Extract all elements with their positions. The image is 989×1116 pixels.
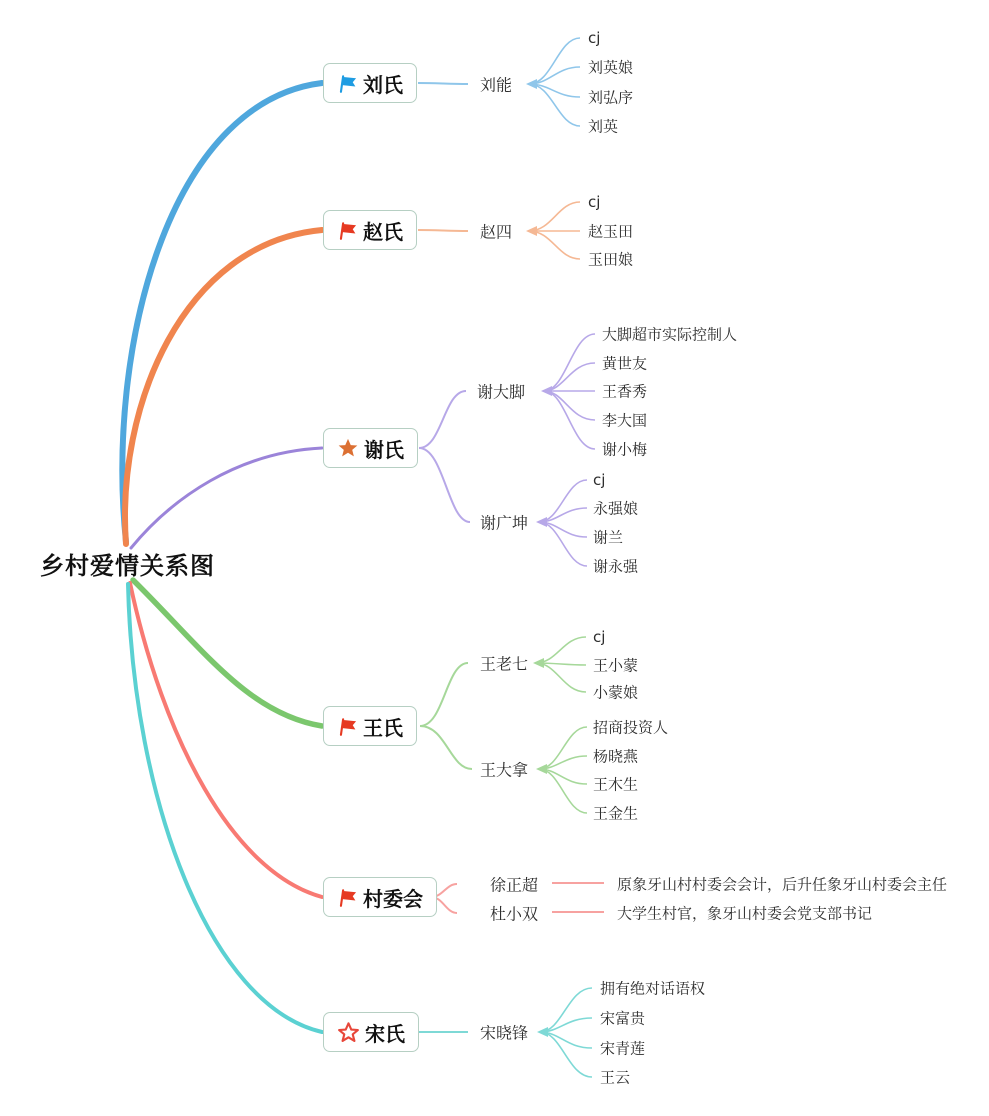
topic-label: 赵氏 — [363, 219, 403, 244]
branch-curve-xie — [131, 448, 322, 548]
branch-curve-zhao — [125, 230, 322, 544]
leaf-node[interactable]: 大脚超市实际控制人 — [602, 325, 738, 344]
leaf-node[interactable]: 永强娘 — [593, 499, 639, 518]
blue-flag-icon — [337, 73, 358, 94]
leaf-node[interactable]: 宋富贵 — [600, 1009, 646, 1028]
node-xuzhengchao[interactable]: 徐正超 — [490, 875, 539, 895]
leaf-node[interactable]: 王云 — [600, 1068, 631, 1087]
topic-label: 王氏 — [363, 715, 403, 740]
leaf-node[interactable]: 刘弘序 — [588, 88, 634, 107]
leaf-node[interactable]: 拥有绝对话语权 — [600, 979, 706, 998]
line-xie-dajiao — [419, 391, 466, 448]
leaf-node[interactable]: 王金生 — [593, 804, 639, 823]
red-star-outline-icon — [337, 1021, 360, 1044]
leaf-node[interactable]: 王木生 — [593, 775, 639, 794]
red-flag-icon — [337, 887, 358, 908]
leaf-node[interactable]: 刘英娘 — [588, 58, 634, 77]
leaf-node[interactable]: 宋青莲 — [600, 1039, 646, 1058]
topic-label: 刘氏 — [363, 72, 403, 97]
node-songxiaofeng[interactable]: 宋晓锋 — [480, 1023, 529, 1043]
topic-zhaoshi[interactable] — [323, 210, 417, 250]
leaf-node[interactable]: 大学生村官，象牙山村委会党支部书记 — [617, 904, 873, 923]
leaf-node[interactable]: cj — [593, 471, 606, 489]
leaf-node[interactable]: 原象牙山村村委会会计，后升任象牙山村委会主任 — [617, 875, 948, 894]
line-wang-laoqi — [420, 663, 468, 726]
red-flag-icon — [337, 716, 358, 737]
leaf-node[interactable]: 谢永强 — [593, 557, 639, 576]
branch-curve-wang — [133, 580, 322, 726]
line-xie-guangkun — [419, 448, 470, 522]
node-wanglaoqi[interactable]: 王老七 — [480, 654, 529, 674]
node-xieguangkun[interactable]: 谢广坤 — [480, 513, 529, 533]
branch-curve-song — [128, 584, 322, 1032]
leaf-node[interactable]: 王小蒙 — [593, 656, 639, 675]
topic-cunweihui[interactable] — [323, 877, 437, 917]
leaf-node[interactable]: 玉田娘 — [588, 250, 634, 269]
topic-label: 谢氏 — [364, 437, 404, 462]
leaf-node[interactable]: 刘英 — [588, 117, 619, 136]
leaf-node[interactable]: 李大国 — [602, 411, 648, 430]
topic-wangshi[interactable] — [323, 706, 417, 746]
leaf-node[interactable]: 黄世友 — [602, 354, 648, 373]
line-wang-dana — [420, 726, 472, 769]
orange-star-icon — [337, 437, 359, 459]
node-liuneng[interactable]: 刘能 — [480, 75, 513, 95]
leaf-node[interactable]: 谢小梅 — [602, 440, 648, 459]
red-flag-icon — [337, 220, 358, 241]
topic-label: 宋氏 — [365, 1021, 405, 1046]
leaf-node[interactable]: cj — [588, 29, 601, 47]
line-zhao-zhaosi — [418, 230, 468, 231]
topic-xieshi[interactable] — [323, 428, 418, 468]
leaf-node[interactable]: cj — [588, 193, 601, 211]
node-zhaosi[interactable]: 赵四 — [480, 222, 513, 242]
root-topic[interactable]: 乡村爱情关系图 — [40, 552, 215, 580]
topic-songshi[interactable] — [323, 1012, 419, 1052]
node-wangdana[interactable]: 王大拿 — [480, 760, 529, 780]
node-xiedajiao[interactable]: 谢大脚 — [477, 382, 526, 402]
leaf-node[interactable]: 杨晓燕 — [593, 747, 639, 766]
leaf-node[interactable]: 小蒙娘 — [593, 683, 639, 702]
line-liu-liuneng — [418, 83, 468, 84]
leaf-node[interactable]: 王香秀 — [602, 382, 648, 401]
leaf-node[interactable]: cj — [593, 628, 606, 646]
topic-label: 村委会 — [363, 886, 423, 911]
leaf-node[interactable]: 招商投资人 — [593, 718, 669, 737]
leaf-node[interactable]: 赵玉田 — [588, 222, 634, 241]
branch-curve-cunweihui — [130, 583, 322, 897]
leaf-node[interactable]: 谢兰 — [593, 528, 624, 547]
node-duxiaoshuang[interactable]: 杜小双 — [490, 904, 539, 924]
topic-liushi[interactable] — [323, 63, 417, 103]
